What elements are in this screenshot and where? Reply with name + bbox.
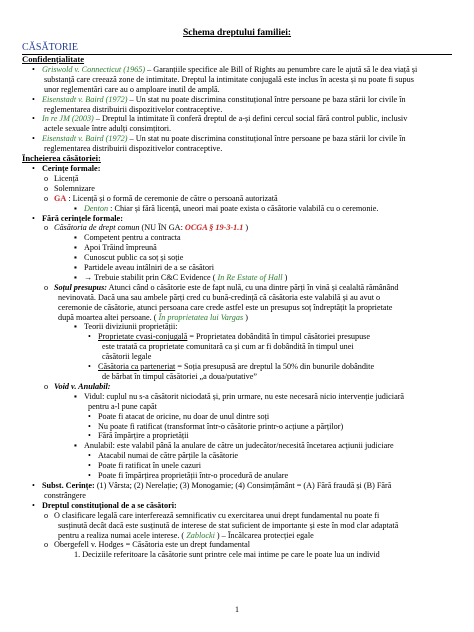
bullet-marker: ▪ — [74, 253, 77, 263]
bullet-marker: • — [32, 163, 35, 173]
case-citation: Griswold v. Connecticut (1965) — [42, 64, 146, 74]
text-run: Partidele aveau intâlniri de a se căsători — [84, 263, 215, 273]
text-run: Anulabil: este valabil până la anulare de către un judecător/necesită încetarea acțiunii judiciare — [84, 441, 394, 451]
text-run: GA — [54, 193, 67, 203]
text-run: ) — [243, 223, 249, 233]
outline-line — [22, 342, 452, 352]
bullet-marker: ▪ — [74, 272, 77, 282]
page-number: 1 — [235, 605, 239, 614]
subsection-heading: Confidențialitate — [22, 55, 85, 64]
outline-line — [22, 293, 452, 303]
text-run: ) — [243, 312, 248, 322]
text-run: → Trebuie stabilit prin C&C Evidence ( — [84, 272, 218, 282]
text-run: susținută decât dacă este susținută de interese de stat suficient de importante și este în mod clar adaptată — [58, 520, 399, 530]
bullet-marker: • — [88, 421, 91, 431]
bullet-marker: ▪ — [74, 322, 77, 332]
outline-line — [22, 412, 452, 422]
text-run: după moartea altei persoane. ( — [58, 312, 159, 322]
text-run: Fără cerințele formale: — [42, 213, 123, 223]
outline-line — [22, 313, 452, 323]
text-run: Vidul: cuplul nu s-a căsătorit niciodată și, prin urmare, nu este necesară nicio intervenție judiciară — [84, 391, 405, 401]
bullet-marker: • — [32, 114, 35, 124]
outline-line — [22, 204, 452, 214]
outline-line — [22, 144, 452, 154]
text-run: de bărbat în timpul căsătoriei „a doua/putative” — [102, 372, 258, 381]
text-run: ) — [282, 272, 288, 282]
bullet-marker: o — [44, 193, 49, 203]
outline-list — [22, 55, 452, 560]
case-citation: In Re Estate of Hall — [217, 272, 283, 282]
bullet-marker: ▪ — [74, 263, 77, 273]
outline-line — [22, 372, 452, 382]
bullet-marker: o — [44, 540, 49, 550]
text-run: Fără împărțire a proprietății — [98, 431, 189, 441]
case-citation: In re JM (2003) — [42, 114, 94, 124]
text-run: Obergefell v. Hodges = Căsătoria este un drept fundamental — [54, 540, 251, 550]
text-run: este tratată ca proprietate comunitară ca și cum ar fi dobândită în timpul unei — [102, 342, 354, 352]
text-run: Poate fi împărțirea proprietății într-o procedură de anulare — [98, 471, 289, 481]
outline-line — [22, 402, 452, 412]
outline-line — [22, 392, 452, 402]
bullet-marker: o — [44, 173, 49, 183]
bullet-marker: • — [88, 411, 91, 421]
outline-line — [22, 253, 452, 263]
text-run: = Soția presupusă are dreptul la 50% din bunurile dobândite — [175, 362, 375, 372]
text-run: = Proprietatea dobândită în timpul căsătoriei presupuse — [187, 332, 370, 342]
bullet-marker: o — [44, 510, 49, 520]
outline-line — [22, 540, 452, 550]
text-run: Poate fi atacat de oricine, nu doar de unul dintre soți — [98, 411, 270, 421]
outline-line — [22, 362, 452, 372]
bullet-marker: • — [32, 64, 35, 74]
outline-line — [22, 124, 452, 134]
bullet-marker: o — [44, 223, 49, 233]
text-run: (NU ÎN GA: — [139, 223, 185, 233]
bullet-marker: • — [88, 431, 91, 441]
text-run: ceremonie de căsătorie, atunci persoana care crede astfel este un presupus soț îndreptățit la proprietate — [58, 302, 393, 312]
text-run: : Licență și o formă de ceremonie de către o persoană autorizată — [66, 193, 278, 203]
case-citation: Eisenstadt v. Baird (1972) — [42, 94, 128, 104]
text-run: Void v. Anulabil: — [54, 381, 111, 391]
text-run: unor reglementări care au o amploare inutil de amplă. — [44, 84, 220, 94]
text-run: Poate fi ratificat în unele cazuri — [98, 461, 201, 471]
document-body — [22, 40, 452, 560]
bullet-marker: ▪ — [74, 391, 77, 401]
outline-line — [22, 511, 452, 521]
outline-line — [22, 352, 452, 362]
outline-line — [22, 164, 452, 174]
case-citation: Zablocki — [186, 530, 215, 540]
outline-line — [22, 223, 452, 233]
text-run: 1. Deciziile referitoare la căsătorie sunt printre cele mai intime pe care le poate lua un individ — [74, 550, 380, 560]
bullet-marker: • — [88, 471, 91, 481]
text-run: Dreptul constituțional de a se căsători: — [42, 500, 177, 510]
bullet-marker: o — [44, 381, 49, 391]
section-heading: CĂSĂTORIE — [22, 42, 452, 55]
text-run: Atunci când o căsătorie este de fapt nulă, cu una dintre părți în vină și cealaltă rămânând — [107, 282, 399, 292]
text-run: Proprietate cvasi-conjugală — [98, 332, 188, 342]
text-run: pentru a realiza numai acele interese. ( — [58, 530, 187, 540]
text-run: Cunoscut public ca soț și soție — [84, 253, 184, 263]
bullet-marker: • — [32, 213, 35, 223]
outline-line — [22, 461, 452, 471]
outline-line — [22, 75, 452, 85]
case-citation: În proprietatea lui Vargas — [158, 312, 244, 322]
text-run: Căsătoria de drept comun — [54, 223, 140, 233]
outline-line — [22, 422, 452, 432]
bullet-marker: • — [32, 480, 35, 490]
outline-line — [22, 65, 452, 75]
outline-line — [22, 431, 452, 441]
outline-line — [22, 451, 452, 461]
outline-line — [22, 95, 452, 105]
text-run: Nu poate fi ratificat (transformat într-o căsătorie printr-o acțiune a părților) — [98, 421, 344, 431]
text-run: substanță care creează zone de intimitate. Dreptul la intimitate conjugală este inclus în acesta și nu poate fi supus — [44, 74, 414, 84]
text-run: – Un stat nu poate discrimina constituțional între persoane pe baza stării lor civile în — [127, 134, 406, 144]
text-run: Licență — [54, 173, 79, 183]
text-run: OCGA § 19-3-1.1 — [184, 223, 244, 233]
outline-line — [22, 303, 452, 313]
outline-line — [22, 491, 452, 501]
text-run: Teorii diviziunii proprietății: — [84, 322, 178, 332]
outline-line — [22, 273, 452, 283]
outline-line — [22, 194, 452, 204]
outline-line — [22, 263, 452, 273]
case-citation: Denton — [84, 203, 109, 213]
outline-line — [22, 501, 452, 511]
outline-line — [22, 550, 452, 560]
text-run: reglementarea distribuirii dispozitivelor contraceptive. — [44, 144, 223, 154]
text-run: căsătorii legale — [102, 352, 152, 362]
bullet-marker: ▪ — [74, 243, 77, 253]
subsection-heading: Încheierea căsătoriei: — [22, 154, 101, 164]
text-run: Solemnizare — [54, 183, 95, 193]
outline-line — [22, 114, 452, 124]
text-run: Soțul presupus: — [54, 282, 108, 292]
text-run: – Dreptul la intimitate îi conferă dreptul de a-și defini cercul social fără control public, inclusiv — [93, 114, 408, 124]
outline-line — [22, 471, 452, 481]
bullet-marker: ▪ — [74, 203, 77, 213]
text-run: O clasificare legală care interferează semnificativ cu exercitarea unui drept fundamental nu poate fi — [54, 510, 380, 520]
text-run: ) – Încălcarea protecției egale — [214, 530, 314, 540]
outline-line — [22, 521, 452, 531]
bullet-marker: • — [88, 332, 91, 342]
text-run: – Garanțiile specifice ale Bill of Rights au penumbre care le ajută să le dea viață și — [145, 64, 418, 74]
text-run: Competent pentru a contracta — [84, 233, 181, 243]
outline-line — [22, 85, 452, 95]
outline-line — [22, 184, 452, 194]
outline-line — [22, 214, 452, 224]
text-run: Subst. Cerințe: — [42, 480, 95, 490]
outline-line — [22, 481, 452, 491]
outline-line — [22, 322, 452, 332]
outline-line — [22, 441, 452, 451]
bullet-marker: o — [44, 183, 49, 193]
bullet-marker: ▪ — [74, 441, 77, 451]
outline-line — [22, 382, 452, 392]
bullet-marker: • — [32, 500, 35, 510]
outline-line — [22, 233, 452, 243]
bullet-marker: • — [32, 94, 35, 104]
document-title: Schema dreptului familiei: — [182, 28, 292, 38]
bullet-marker: • — [88, 451, 91, 461]
outline-line — [22, 243, 452, 253]
outline-line — [22, 105, 452, 115]
bullet-marker: • — [88, 362, 91, 372]
text-run: nevinovată. Dacă una sau ambele părți cred cu bună-credință că căsătoria este valabilă și au avut o — [58, 292, 381, 302]
text-run: Atacabil numai de către părțile la căsătorie — [98, 451, 239, 461]
bullet-marker: • — [32, 134, 35, 144]
text-run: (1) Vârsta; (2) Nerelație; (3) Monogamie; (4) Consimțământ = (A) Fără fraudă și (B) Fără — [94, 480, 392, 490]
text-run: Căsătoria ca parteneriat — [98, 362, 176, 372]
text-run: actele sexuale între adulți consimțitori. — [44, 124, 172, 134]
bullet-marker: • — [88, 461, 91, 471]
text-run: : Chiar și fără licență, uneori mai poate exista o căsătorie valabilă cu o ceremonie. — [108, 203, 379, 213]
outline-line — [22, 531, 452, 541]
outline-line — [22, 174, 452, 184]
bullet-marker: ▪ — [74, 233, 77, 243]
outline-line — [22, 283, 452, 293]
case-citation: Eisenstadt v. Baird (1972) — [42, 134, 128, 144]
bullet-marker: o — [44, 282, 49, 292]
outline-line — [22, 332, 452, 342]
text-run: pentru a-l pune capăt — [88, 401, 157, 411]
outline-line — [22, 134, 452, 144]
text-run: reglementarea distribuirii dispozitivelor contraceptive. — [44, 104, 223, 114]
text-run: Cerințe formale: — [42, 163, 101, 173]
text-run: – Un stat nu poate discrimina constituțional între persoane pe baza stării lor civile în — [127, 94, 406, 104]
text-run: constrângere — [44, 490, 86, 500]
text-run: Apoi Trăind împreună — [84, 243, 157, 253]
